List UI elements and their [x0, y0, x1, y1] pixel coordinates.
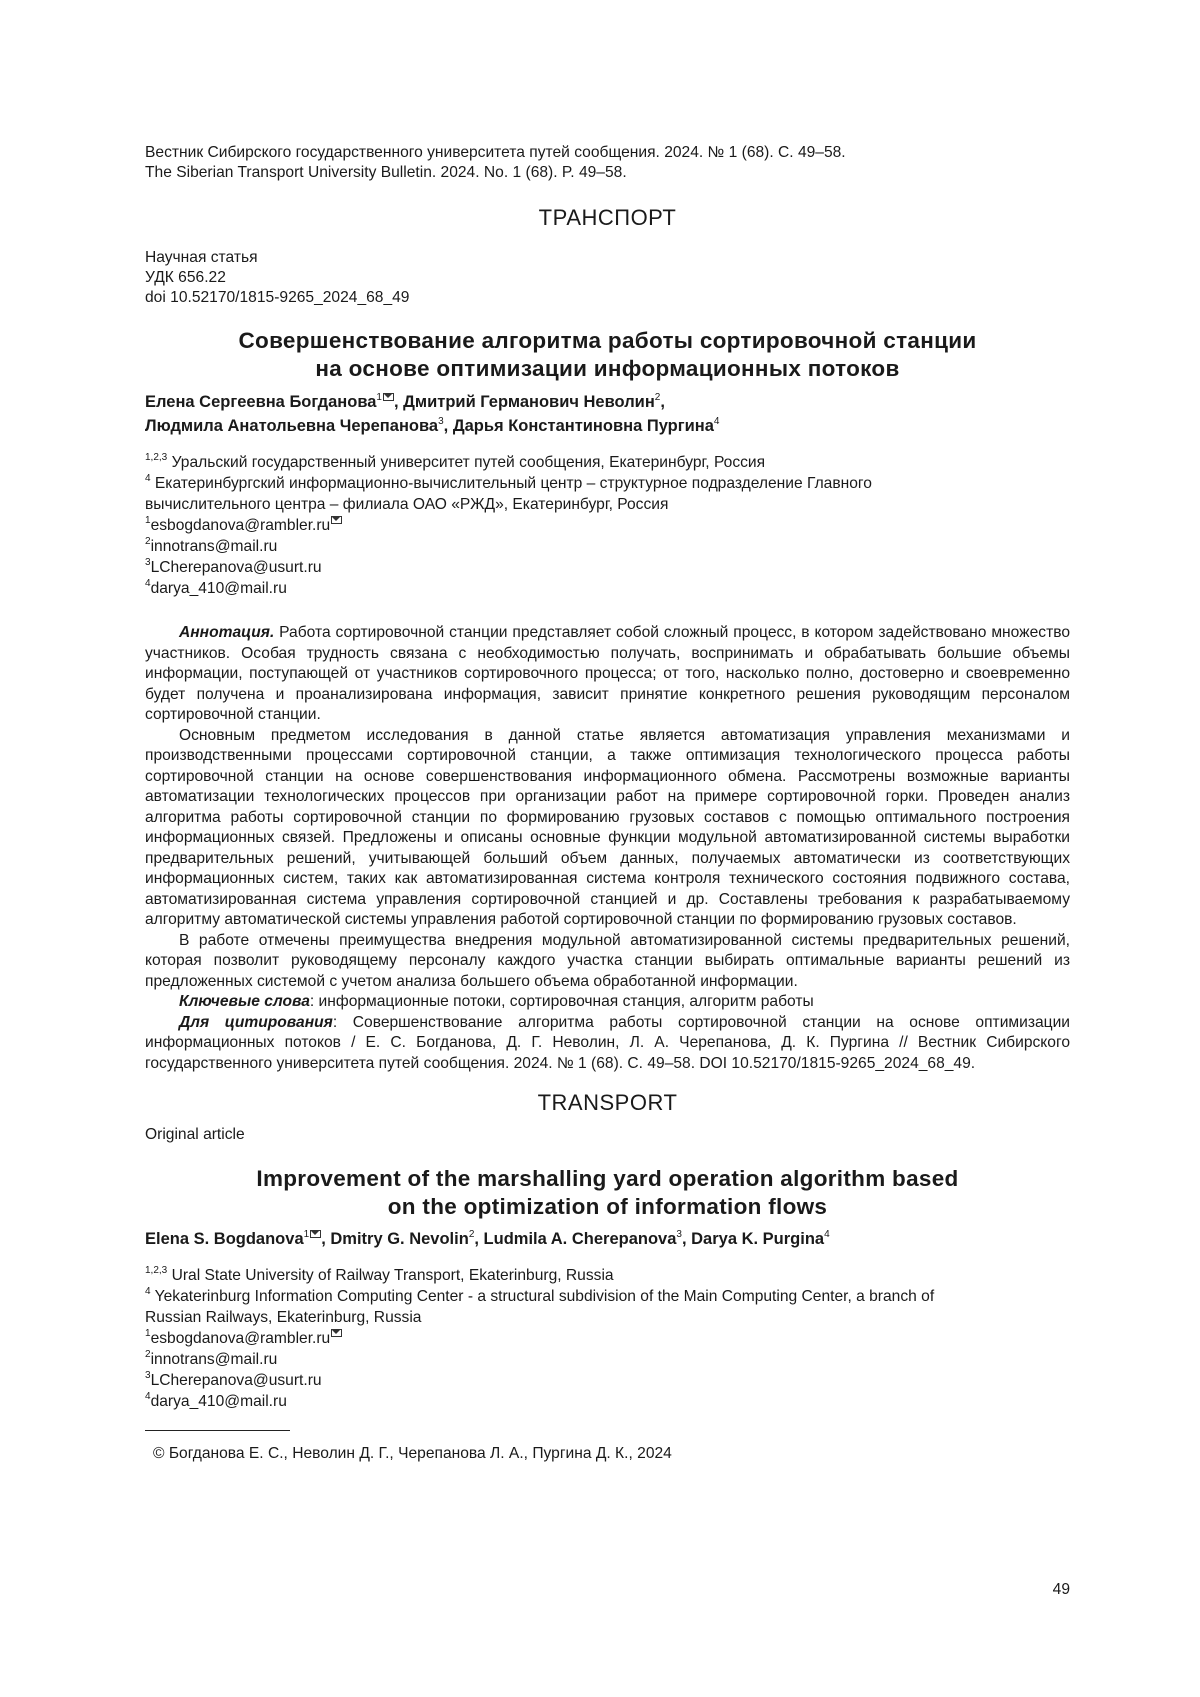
footnote-divider: [145, 1430, 290, 1431]
affiliation-2: [145, 473, 1070, 494]
author-name: Elena S. Bogdanova: [145, 1230, 304, 1248]
abstract-paragraph-3: В работе отмечены преимущества внедрения модульной автоматизированной системы предварительных решений, которая позволит руководящему персоналу каждого участка станции выбирать оптимальные варианты решений из предложенных системой с учетом анализа большего объема обработанной информации.: [145, 931, 1070, 993]
envelope-icon: [331, 1329, 342, 1337]
aff-text: Екатеринбургский информационно-вычислительный центр – структурное подразделение Главного: [155, 475, 872, 492]
article-title-ru: [145, 327, 1070, 383]
email-3: 3LCherepanova@usurt.ru: [145, 1370, 1070, 1391]
envelope-icon: [310, 1230, 321, 1238]
title-line-2: на основе оптимизации информационных потоков: [145, 355, 1070, 383]
keywords-label: Ключевые слова: [179, 993, 310, 1010]
author-sup: 1: [376, 392, 382, 403]
email-1: 1esbogdanova@rambler.ru: [145, 1328, 1070, 1349]
email-2: 2innotrans@mail.ru: [145, 536, 1070, 557]
abstract-paragraph-2: Основным предметом исследования в данной статье является автоматизация управления механизмами и производственными процессами сортировочной станции, а также оптимизация технологического процесса работы сортировочной станции на основе совершенствования информационного обмена. Рассмотрены возможные варианты автоматизации технологических процессов при организации работ на примере сортировочной горки. Проведен анализ алгоритма работы сортировочной станции по формированию грузовых составов с помощью оптимального построения информационных связей. Предложены и описаны основные функции модульной автоматизированной системы выработки предварительных решений, учитывающей больший объем данных, получаемых автоматически из соответствующих информационных систем, таких как автоматизированная система контроля технического состояния подвижного состава, автоматизированная система управления сортировочной станцией и др. Составлены требования к разрабатываемому алгоритму автоматической системы управления работой сортировочной станции по формированию грузовых составов.: [145, 726, 1070, 931]
title-line-2: on the optimization of information flows: [145, 1193, 1070, 1221]
affiliation-2-cont: Russian Railways, Ekaterinburg, Russia: [145, 1307, 1070, 1328]
citation-label: Для цитирования: [179, 1014, 333, 1031]
keywords-ru: Ключевые слова: информационные потоки, сортировочная станция, алгоритм работы: [145, 992, 1070, 1013]
author-name: Людмила Анатольевна Черепанова: [145, 417, 438, 435]
citation-ru: Для цитирования: Совершенствование алгоритма работы сортировочной станции на основе оптимизации информационных потоков / Е. С. Богданова, Д. Г. Неволин, Л. А. Черепанова, Д. К. Пургина // Вестник Сибирского государственного университета путей сообщения. 2024. № 1 (68). С. 49–58. DOI 10.52170/1815-9265_2024_68_49.: [145, 1013, 1070, 1075]
aff-text: Уральский государственный университет путей сообщения, Екатеринбург, Россия: [172, 454, 765, 471]
authors-en: Elena S. Bogdanova1 , Dmitry G. Nevolin2, Ludmila A. Cherepanova3, Darya K. Purgina4: [145, 1227, 1070, 1251]
section-heading-en: TRANSPORT: [145, 1090, 1070, 1116]
separator: ,: [444, 417, 453, 435]
title-line-1: Совершенствование алгоритма работы сортировочной станции: [145, 327, 1070, 355]
author-name: Елена Сергеевна Богданова: [145, 393, 376, 411]
journal-citation-block: [145, 143, 1070, 183]
author-name: Ludmila A. Cherepanova: [484, 1230, 677, 1248]
aff-sup: 4: [145, 473, 151, 484]
email-link[interactable]: LCherepanova@usurt.ru: [151, 559, 322, 576]
doi: doi 10.52170/1815-9265_2024_68_49: [145, 288, 1070, 308]
article-type-en: Original article: [145, 1125, 1070, 1145]
affiliations-en: [145, 1265, 1070, 1412]
abstract-ru: [145, 623, 1070, 1074]
envelope-icon: [331, 516, 342, 524]
authors-ru: Елена Сергеевна Богданова1 , Дмитрий Германович Неволин2, Людмила Анатольевна Черепанова3, Дарья Константиновна Пургина4: [145, 390, 1070, 438]
email-link[interactable]: darya_410@mail.ru: [151, 580, 287, 597]
journal-citation-ru: Вестник Сибирского государственного университета путей сообщения. 2024. № 1 (68). С. 49–58.: [145, 143, 1070, 163]
email-4: 4darya_410@mail.ru: [145, 1391, 1070, 1412]
affiliation-1: 1,2,3 Ural State University of Railway Transport, Ekaterinburg, Russia: [145, 1265, 1070, 1286]
email-2: 2innotrans@mail.ru: [145, 1349, 1070, 1370]
affiliation-2: 4 Yekaterinburg Information Computing Center - a structural subdivision of the Main Computing Center, a branch of: [145, 1286, 1070, 1307]
email-1: 1esbogdanova@rambler.ru: [145, 515, 1070, 536]
abstract-paragraph-1: Аннотация. Работа сортировочной станции представляет собой сложный процесс, в котором задействовано множество участников. Особая трудность связана с необходимостью получать, воспринимать и обрабатывать большие объемы информации, поступающей от участников сортировочного процесса; от того, насколько полно, достоверно и своевременно будет получена и проанализирована информация, зависит принятие конкретного решения руководящим персоналом сортировочной станции.: [145, 623, 1070, 726]
affiliations-ru: [145, 452, 1070, 599]
journal-citation-en: The Siberian Transport University Bulletin. 2024. No. 1 (68). P. 49–58.: [145, 163, 1070, 183]
author-name: Darya K. Purgina: [691, 1230, 824, 1248]
envelope-icon: [383, 393, 394, 401]
author-name: Дмитрий Германович Неволин: [403, 393, 655, 411]
author-sup: 4: [714, 416, 720, 427]
author-name: Дарья Константиновна Пургина: [453, 417, 714, 435]
author-name: Dmitry G. Nevolin: [330, 1230, 468, 1248]
email-link[interactable]: esbogdanova@rambler.ru: [151, 517, 331, 534]
email-link[interactable]: innotrans@mail.ru: [151, 538, 278, 555]
article-meta-ru: [145, 248, 1070, 308]
separator: ,: [394, 393, 403, 411]
author-sup: 2: [655, 392, 661, 403]
udc-code: УДК 656.22: [145, 268, 1070, 288]
abstract-label: Аннотация.: [179, 624, 274, 641]
affiliation-1: [145, 452, 1070, 473]
affiliation-2-cont: вычислительного центра – филиала ОАО «РЖД», Екатеринбург, Россия: [145, 494, 1070, 515]
email-link[interactable]: esbogdanova@rambler.ru: [151, 1330, 331, 1347]
article-type-ru: Научная статья: [145, 248, 1070, 268]
page-number: 49: [1053, 1580, 1070, 1600]
article-page: [145, 143, 1070, 1464]
section-heading-ru: ТРАНСПОРТ: [145, 205, 1070, 231]
email-link[interactable]: innotrans@mail.ru: [151, 1351, 278, 1368]
article-title-en: [145, 1165, 1070, 1221]
email-3: 3LCherepanova@usurt.ru: [145, 557, 1070, 578]
copyright-notice: © Богданова Е. С., Неволин Д. Г., Черепанова Л. А., Пургина Д. К., 2024: [145, 1444, 1070, 1464]
email-4: 4darya_410@mail.ru: [145, 578, 1070, 599]
aff-sup: 1,2,3: [145, 452, 167, 463]
title-line-1: Improvement of the marshalling yard operation algorithm based: [145, 1165, 1070, 1193]
email-link[interactable]: LCherepanova@usurt.ru: [151, 1372, 322, 1389]
email-link[interactable]: darya_410@mail.ru: [151, 1393, 287, 1410]
author-sup: 3: [438, 416, 444, 427]
